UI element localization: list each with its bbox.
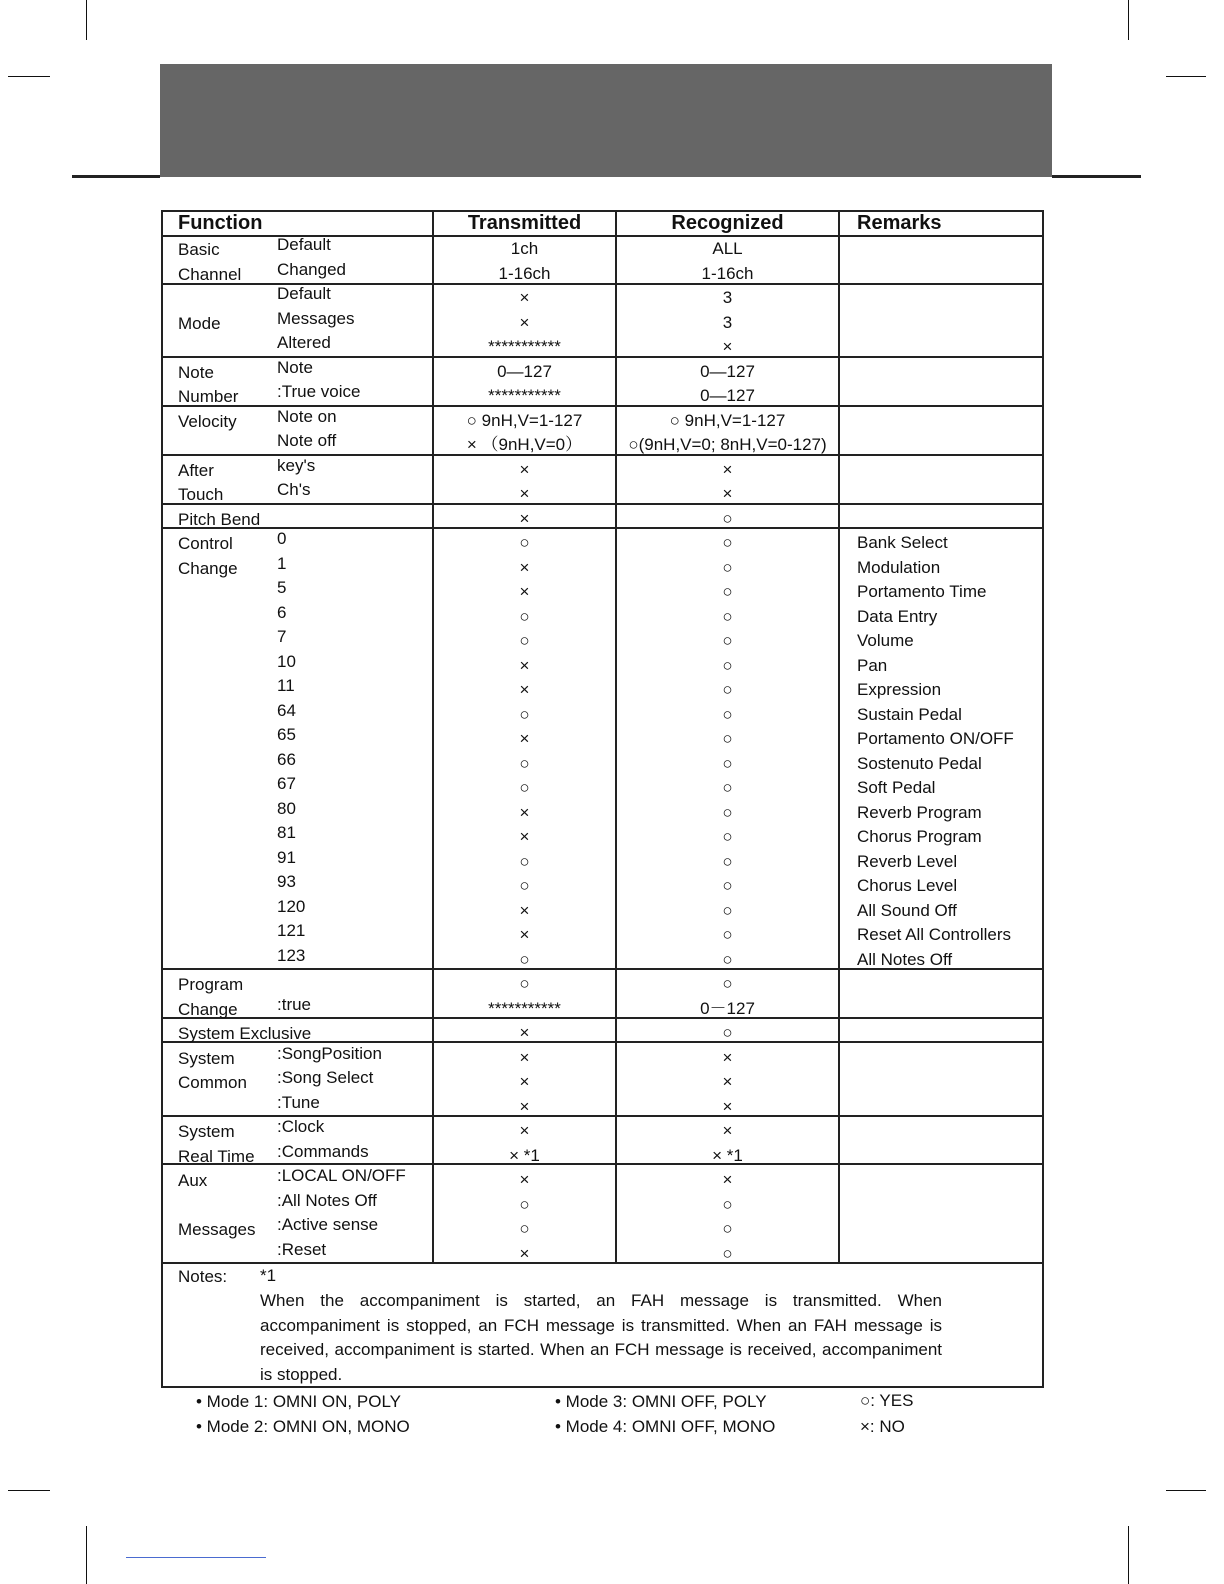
recognized-cell: ○ — [722, 827, 733, 846]
column-divider — [838, 210, 840, 1263]
transmitted-cell: × — [519, 459, 530, 479]
transmitted-cell: × — [519, 288, 530, 307]
recognized-cell: ○ — [722, 1023, 733, 1042]
sub-function-cell: Note on — [277, 406, 337, 426]
function-cell: Real Time — [178, 1146, 255, 1166]
function-cell: Channel — [178, 264, 242, 284]
recognized-cell: ○ — [722, 508, 733, 528]
crop-mark — [86, 1526, 87, 1584]
remarks-cell: Sustain Pedal — [857, 704, 962, 724]
transmitted-cell: × — [519, 655, 530, 675]
notes-text: When the accompaniment is started, an FAH message is transmitted. When accompaniment is stopped, an FCH message is transmitted. When an FAH message is received, accompaniment is started. When an FCH message is received, accompaniment is stopped. — [260, 1291, 942, 1384]
remarks-cell: Pan — [857, 655, 888, 675]
transmitted-cell: × — [519, 312, 530, 332]
sub-function-cell: 120 — [277, 896, 306, 916]
crop-mark — [1128, 1526, 1129, 1584]
sub-function-cell: 67 — [277, 774, 296, 793]
legend-no: ×: NO — [860, 1417, 905, 1436]
sub-function-cell: :Tune — [277, 1092, 320, 1112]
legend-mode-1: • Mode 1: OMNI ON, POLY — [196, 1392, 401, 1411]
recognized-cell: × — [722, 1121, 733, 1140]
transmitted-cell: × — [519, 1243, 530, 1263]
transmitted-cell: ○ 9nH,V=1-127 — [466, 410, 583, 430]
recognized-cell: ○ — [722, 1194, 733, 1214]
recognized-cell: ○ — [722, 557, 733, 577]
function-cell: Messages — [178, 1220, 256, 1239]
function-cell: After — [178, 460, 214, 480]
header-rule-right — [1052, 175, 1141, 178]
legend-mode-4: • Mode 4: OMNI OFF, MONO — [555, 1417, 776, 1436]
header-rule-left — [72, 175, 160, 178]
remarks-cell: Portamento ON/OFF — [857, 729, 1014, 748]
remarks-cell: Chorus Level — [857, 876, 958, 895]
recognized-cell: ○ — [722, 778, 733, 797]
sub-function-cell: 123 — [277, 945, 306, 965]
recognized-cell: 3 — [722, 288, 733, 307]
function-cell: Note — [178, 362, 214, 382]
sub-function-cell: 65 — [277, 725, 296, 744]
recognized-cell: ○ — [722, 631, 733, 650]
recognized-cell: ○ — [722, 533, 733, 552]
recognized-cell: ○ — [722, 1243, 733, 1263]
transmitted-cell: 1ch — [510, 239, 539, 258]
sub-function-cell: 7 — [277, 627, 287, 646]
function-cell: Number — [178, 387, 239, 406]
transmitted-cell: × — [519, 680, 530, 699]
function-cell: Common — [178, 1073, 247, 1092]
remarks-cell: Data Entry — [857, 606, 938, 626]
transmitted-cell: × （9nH,V=0） — [466, 435, 583, 454]
sub-function-cell: :Song Select — [277, 1068, 374, 1087]
transmitted-cell: × — [519, 1023, 530, 1042]
header-transmitted: Transmitted — [467, 212, 582, 234]
recognized-cell: ○ — [722, 802, 733, 822]
sub-function-cell: 66 — [277, 749, 296, 769]
transmitted-cell: ○ — [519, 631, 530, 650]
function-cell: Pitch Bend — [178, 509, 261, 529]
recognized-cell: ○ — [722, 729, 733, 748]
function-cell: Velocity — [178, 411, 237, 431]
legend-mode-2: • Mode 2: OMNI ON, MONO — [196, 1417, 410, 1436]
sub-function-cell: Ch's — [277, 480, 311, 499]
sub-function-cell: 81 — [277, 823, 296, 842]
header-recognized: Recognized — [671, 212, 784, 234]
transmitted-cell: × — [519, 484, 530, 503]
header-band — [160, 64, 1052, 177]
transmitted-cell: × — [519, 557, 530, 577]
remarks-cell: Reverb Program — [857, 802, 982, 822]
transmitted-cell: ○ — [519, 876, 530, 895]
function-cell: Touch — [178, 485, 224, 504]
sub-function-cell: :LOCAL ON/OFF — [277, 1166, 406, 1185]
function-cell: Change — [178, 999, 238, 1019]
recognized-cell: ○ — [722, 606, 733, 626]
transmitted-cell: ○ — [519, 606, 530, 626]
recognized-cell: ○ — [722, 680, 733, 699]
notes-label: Notes: — [178, 1267, 228, 1286]
sub-function-cell: :Clock — [277, 1117, 325, 1136]
sub-function-cell: Note off — [277, 431, 337, 450]
remarks-cell: Chorus Program — [857, 827, 982, 846]
remarks-cell: All Sound Off — [857, 900, 957, 920]
sub-function-cell: Default — [277, 284, 331, 303]
remarks-cell: Sostenuto Pedal — [857, 753, 982, 773]
recognized-cell: ○(9nH,V=0; 8nH,V=0-127) — [628, 435, 827, 454]
sub-function-cell: Messages — [277, 308, 355, 328]
remarks-cell: Bank Select — [857, 533, 948, 552]
sub-function-cell: :SongPosition — [277, 1043, 382, 1063]
sub-function-cell: :All Notes Off — [277, 1190, 377, 1210]
recognized-cell: ○ — [722, 900, 733, 920]
transmitted-cell: × — [519, 925, 530, 944]
remarks-cell: Portamento Time — [857, 582, 987, 601]
recognized-cell: × — [722, 1096, 733, 1116]
function-cell: System Exclusive — [178, 1024, 312, 1043]
recognized-cell: ○ — [722, 1219, 733, 1238]
recognized-cell: ALL — [712, 239, 743, 258]
recognized-cell: 0－127 — [700, 998, 755, 1018]
header-function: Function — [178, 212, 263, 234]
recognized-cell: ○ 9nH,V=1-127 — [669, 410, 786, 430]
recognized-cell: ○ — [722, 876, 733, 895]
function-cell: System — [178, 1122, 235, 1141]
crop-mark — [1128, 0, 1129, 40]
remarks-cell: All Notes Off — [857, 949, 953, 969]
sub-function-cell: Note — [277, 357, 313, 377]
header-remarks: Remarks — [857, 212, 942, 234]
transmitted-cell: × — [519, 900, 530, 920]
remarks-cell: Reset All Controllers — [857, 925, 1012, 944]
transmitted-cell: × — [519, 508, 530, 528]
remarks-cell: Modulation — [857, 557, 941, 577]
remarks-cell: Soft Pedal — [857, 778, 936, 797]
transmitted-cell: ○ — [519, 974, 530, 993]
recognized-cell: ○ — [722, 925, 733, 944]
recognized-cell: ○ — [722, 655, 733, 675]
recognized-cell: × — [722, 484, 733, 503]
transmitted-cell: × *1 — [509, 1145, 540, 1165]
sub-function-cell: 6 — [277, 602, 287, 622]
sub-function-cell: 5 — [277, 578, 287, 597]
function-cell: System — [178, 1048, 235, 1068]
sub-function-cell: :True voice — [277, 382, 361, 401]
recognized-cell: ○ — [722, 851, 733, 871]
transmitted-cell: ○ — [519, 533, 530, 552]
transmitted-cell: ○ — [519, 1219, 530, 1238]
recognized-cell: ○ — [722, 582, 733, 601]
sub-function-cell: :Commands — [277, 1141, 369, 1161]
sub-function-cell: 0 — [277, 529, 287, 548]
crop-mark — [8, 76, 50, 77]
sub-function-cell: 93 — [277, 872, 296, 891]
transmitted-cell: × — [519, 729, 530, 748]
transmitted-cell: × — [519, 582, 530, 601]
transmitted-cell: ○ — [519, 778, 530, 797]
transmitted-cell: ○ — [519, 704, 530, 724]
function-cell: Change — [178, 558, 238, 578]
sub-function-cell: :Active sense — [277, 1215, 379, 1234]
function-cell: Aux — [178, 1171, 208, 1190]
sub-function-cell: 1 — [277, 553, 287, 573]
recognized-cell: 0—127 — [700, 386, 755, 405]
recognized-cell: × — [722, 459, 733, 479]
transmitted-cell: *********** — [488, 337, 561, 356]
remarks-cell: Volume — [857, 631, 914, 650]
recognized-cell: 3 — [722, 312, 733, 332]
sub-function-cell: Altered — [277, 333, 331, 352]
recognized-cell: 0—127 — [700, 361, 755, 381]
function-cell: Program — [178, 975, 244, 994]
transmitted-cell: × — [519, 1170, 530, 1189]
remarks-cell: Reverb Level — [857, 851, 958, 871]
legend-yes: ○: YES — [860, 1391, 914, 1410]
sub-function-cell: key's — [277, 455, 316, 475]
recognized-cell: × — [722, 337, 733, 356]
function-cell: Basic — [178, 240, 220, 259]
recognized-cell: × — [722, 1072, 733, 1091]
transmitted-cell: *********** — [488, 386, 561, 405]
recognized-cell: ○ — [722, 974, 733, 993]
footer-link-line — [126, 1557, 266, 1558]
transmitted-cell: × — [519, 802, 530, 822]
sub-function-cell: 80 — [277, 798, 296, 818]
crop-mark — [8, 1490, 50, 1491]
sub-function-cell: 11 — [277, 676, 295, 695]
crop-mark — [86, 0, 87, 40]
transmitted-cell: × — [519, 1072, 530, 1091]
transmitted-cell: ○ — [519, 851, 530, 871]
recognized-cell: ○ — [722, 753, 733, 773]
recognized-cell: 1-16ch — [701, 263, 754, 283]
recognized-cell: × — [722, 1170, 733, 1189]
recognized-cell: × *1 — [712, 1145, 743, 1165]
sub-function-cell: 91 — [277, 847, 296, 867]
remarks-cell: Expression — [857, 680, 942, 699]
sub-function-cell: 64 — [277, 700, 296, 720]
recognized-cell: × — [722, 1047, 733, 1067]
transmitted-cell: *********** — [488, 998, 561, 1018]
crop-mark — [1166, 76, 1206, 77]
transmitted-cell: × — [519, 1121, 530, 1140]
crop-mark — [1166, 1490, 1206, 1491]
transmitted-cell: ○ — [519, 753, 530, 773]
sub-function-cell: :true — [277, 994, 312, 1014]
function-cell: Mode — [178, 313, 221, 333]
transmitted-cell: × — [519, 1096, 530, 1116]
transmitted-cell: 1-16ch — [498, 263, 551, 283]
sub-function-cell: Default — [277, 235, 331, 254]
transmitted-cell: × — [519, 827, 530, 846]
transmitted-cell: × — [519, 1047, 530, 1067]
transmitted-cell: 0—127 — [497, 361, 552, 381]
transmitted-cell: ○ — [519, 1194, 530, 1214]
sub-function-cell: Changed — [277, 259, 347, 279]
transmitted-cell: ○ — [519, 949, 530, 969]
recognized-cell: ○ — [722, 704, 733, 724]
function-cell: Control — [178, 534, 233, 553]
notes-marker: *1 — [260, 1266, 277, 1285]
legend-mode-3: • Mode 3: OMNI OFF, POLY — [555, 1392, 767, 1411]
recognized-cell: ○ — [722, 949, 733, 969]
sub-function-cell: 121 — [277, 921, 306, 940]
sub-function-cell: 10 — [277, 651, 296, 671]
sub-function-cell: :Reset — [277, 1239, 327, 1259]
